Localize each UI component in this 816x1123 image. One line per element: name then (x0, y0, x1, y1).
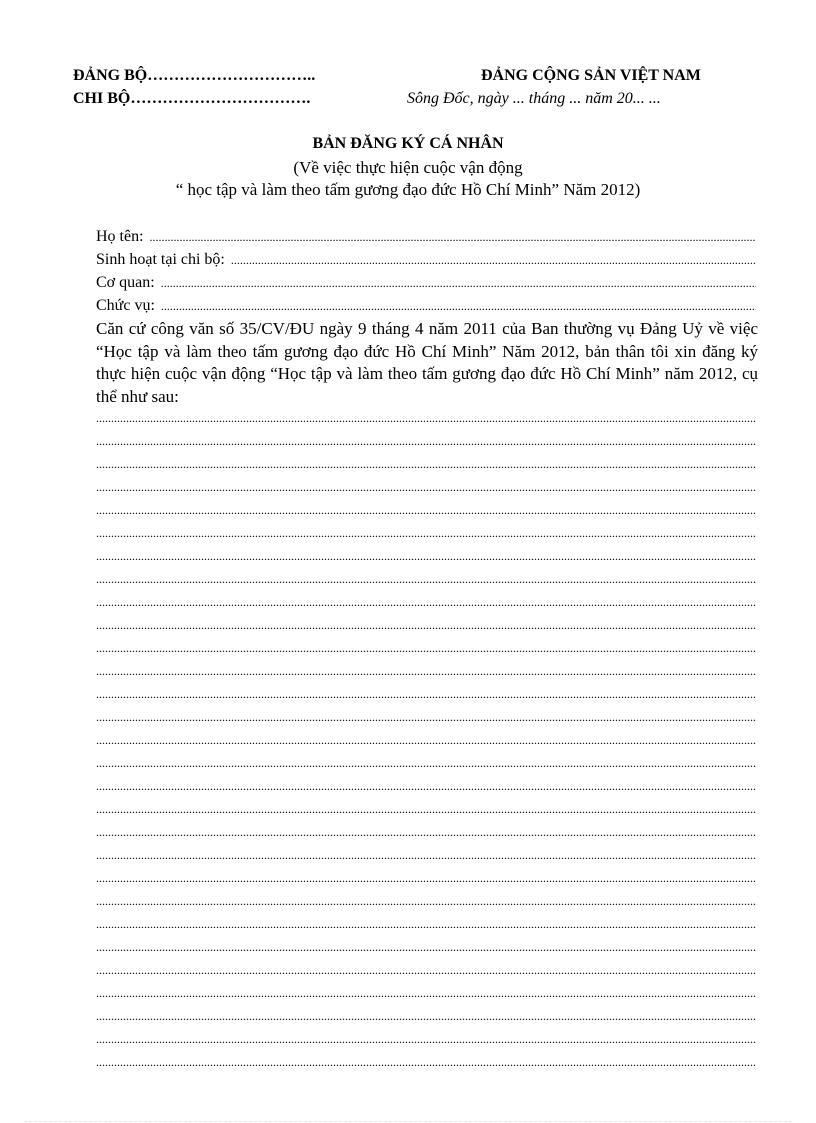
writing-line[interactable] (96, 434, 756, 448)
writing-line[interactable] (96, 572, 756, 586)
party-cell-field-fill-line[interactable] (231, 250, 756, 270)
party-cell-label: CHI BỘ……………………………. (73, 90, 311, 107)
writing-line[interactable] (96, 825, 756, 839)
writing-line[interactable] (96, 894, 756, 908)
writing-line[interactable] (96, 595, 756, 609)
writing-line[interactable] (96, 457, 756, 471)
name-field-fill-line[interactable] (150, 227, 756, 247)
document-subtitle-1: (Về việc thực hiện cuộc vận động (293, 158, 523, 177)
writing-line[interactable] (96, 802, 756, 816)
name-field[interactable] (96, 227, 756, 247)
writing-line[interactable] (96, 710, 756, 724)
writing-line[interactable] (96, 756, 756, 770)
writing-line[interactable] (96, 480, 756, 494)
name-field-label: Họ tên: (96, 228, 144, 245)
position-field[interactable] (96, 296, 756, 316)
writing-line[interactable] (96, 503, 756, 517)
writing-line[interactable] (96, 1032, 756, 1046)
writing-line[interactable] (96, 871, 756, 885)
writing-line[interactable] (96, 641, 756, 655)
writing-line[interactable] (96, 1055, 756, 1069)
position-field-fill-line[interactable] (161, 296, 756, 316)
party-name-heading: ĐẢNG CỘNG SẢN VIỆT NAM (481, 67, 701, 84)
agency-field-label: Cơ quan: (96, 274, 155, 291)
writing-line[interactable] (96, 549, 756, 563)
writing-line[interactable] (96, 986, 756, 1000)
document-title: BẢN ĐĂNG KÝ CÁ NHÂN (312, 135, 504, 152)
writing-line[interactable] (96, 848, 756, 862)
agency-field[interactable] (96, 273, 756, 293)
writing-line[interactable] (96, 940, 756, 954)
agency-field-fill-line[interactable] (161, 273, 756, 293)
party-committee-label: ĐẢNG BỘ………………………….. (73, 67, 316, 84)
page-bottom-rule (24, 1121, 792, 1122)
position-field-label: Chức vụ: (96, 297, 155, 314)
writing-line[interactable] (96, 779, 756, 793)
writing-line[interactable] (96, 917, 756, 931)
writing-line[interactable] (96, 687, 756, 701)
party-cell-field[interactable] (96, 250, 756, 270)
body-paragraph: Căn cứ công văn số 35/CV/ĐU ngày 9 tháng 4 năm 2011 của Ban thường vụ Đảng Uỷ về việc “Học tập và làm theo tấm gương đạo đức Hồ Chí Minh” Năm 2012, bản thân tôi xin đăng ký thực hiện cuộc vận động “Học tập và làm theo tấm gương đạo đức Hồ Chí Minh” năm 2012, cụ thể như sau: (96, 319, 758, 406)
writing-line[interactable] (96, 411, 756, 425)
document-subtitle-2: “ học tập và làm theo tấm gương đạo đức Hồ Chí Minh” Năm 2012) (175, 180, 641, 199)
writing-line[interactable] (96, 618, 756, 632)
writing-line[interactable] (96, 664, 756, 678)
party-cell-field-label: Sinh hoạt tại chi bộ: (96, 251, 225, 268)
place-date-line: Sông Đốc, ngày ... tháng ... năm 20... ... (407, 90, 661, 107)
writing-line[interactable] (96, 733, 756, 747)
writing-line[interactable] (96, 1009, 756, 1023)
writing-line[interactable] (96, 526, 756, 540)
writing-line[interactable] (96, 963, 756, 977)
